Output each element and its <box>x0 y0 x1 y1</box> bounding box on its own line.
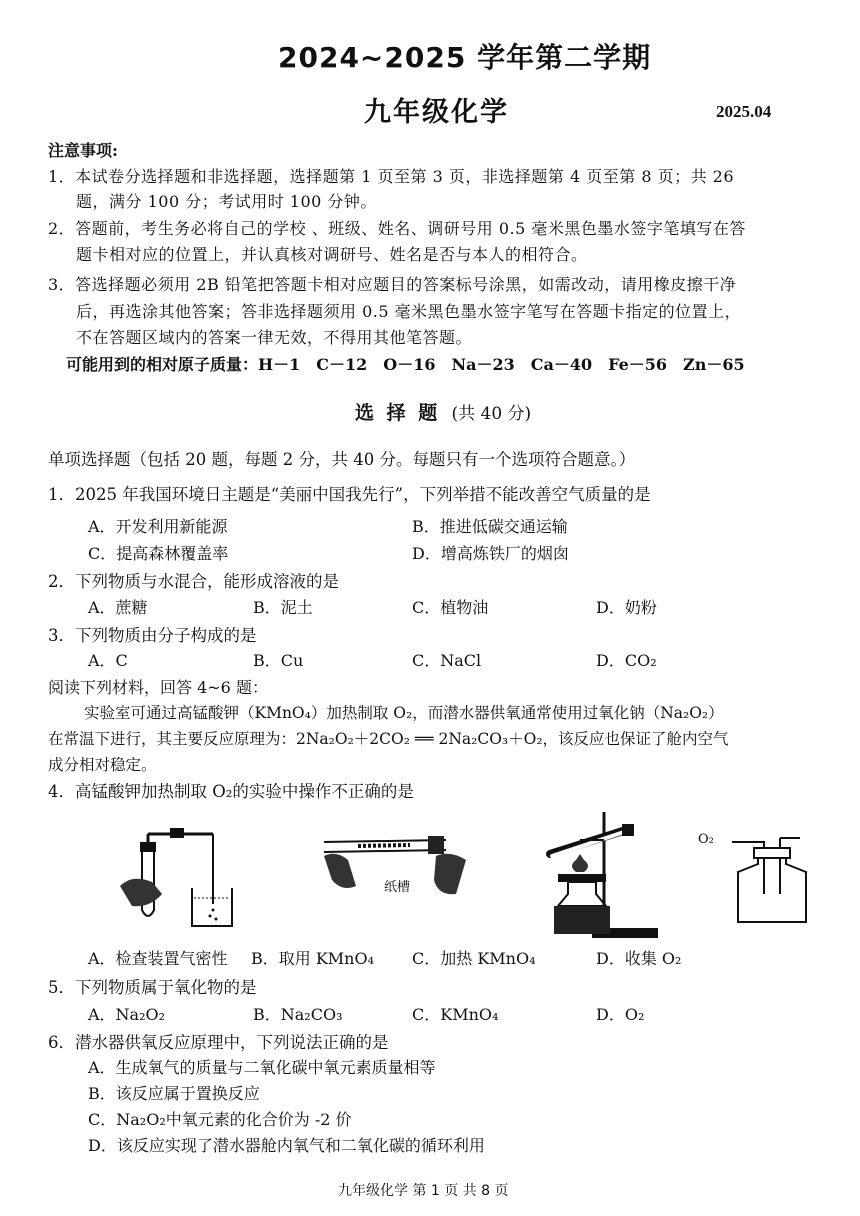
q6-stem: 6．潜水器供氧反应原理中，下列说法正确的是 <box>48 1033 389 1052</box>
q2-stem: 2．下列物质与水混合，能形成溶液的是 <box>48 572 339 591</box>
figure-gas-collection <box>728 830 818 930</box>
notice-1-line-1: 1．本试卷分选择题和非选择题，选择题第 1 页至第 3 页，非选择题第 4 页至第 8 页；共 26 <box>48 167 735 186</box>
q4-option-b: B．取用 KMnO₄ <box>251 949 375 968</box>
q1-option-c: C．提高森林覆盖率 <box>88 544 229 563</box>
q2-option-c: C．植物油 <box>412 598 489 617</box>
notice-1-line-2: 题，满分 100 分；考试用时 100 分钟。 <box>76 192 377 211</box>
q1-option-d: D．增高炼铁厂的烟囱 <box>412 544 569 563</box>
section-title: 选 择 题 <box>355 402 441 424</box>
q3-option-c: C．NaCl <box>412 651 482 670</box>
q3-option-a: A．C <box>88 651 128 670</box>
q1-option-b: B．推进低碳交通运输 <box>412 517 568 536</box>
q4-stem: 4．高锰酸钾加热制取 O₂的实验中操作不正确的是 <box>48 782 414 801</box>
q1-stem: 1．2025 年我国环境日主题是“美丽中国我先行”，下列举措不能改善空气质量的是 <box>48 485 651 504</box>
figure-heating-apparatus <box>540 810 660 945</box>
figure-airtightness-check <box>118 826 208 936</box>
q2-option-a: A．蔗糖 <box>88 598 148 617</box>
reading-intro: 阅读下列材料，回答 4~6 题： <box>48 678 268 697</box>
notice-3-line-1: 3．答选择题必须用 2B 铅笔把答题卡相对应题目的答案标号涂黑，如需改动，请用橡皮擦干净 <box>48 275 737 294</box>
q6-option-a: A．生成氧气的质量与二氧化碳中氧元素质量相等 <box>88 1058 436 1077</box>
notice-2-line-1: 2．答题前，考生务必将自己的学校 、班级、姓名、调研号用 0.5 毫米黑色墨水签字笔填写在答 <box>48 219 746 238</box>
notice-3-line-3: 不在答题区域内的答案一律无效，不得用其他笔答题。 <box>76 328 473 347</box>
o2-label: O₂ <box>698 832 714 847</box>
q4-option-c: C．加热 KMnO₄ <box>412 949 536 968</box>
reading-line-1: 实验室可通过高锰酸钾（KMnO₄）加热制取 O₂，而潜水器供氧通常使用过氧化钠（Na₂O₂） <box>84 704 724 722</box>
subject-title: 九年级化学 <box>364 97 509 128</box>
notice-heading: 注意事项: <box>48 141 118 160</box>
q5-option-b: B．Na₂CO₃ <box>253 1005 343 1024</box>
section-instruction: 单项选择题（包括 20 题，每题 2 分，共 40 分。每题只有一个选项符合题意。） <box>48 450 636 469</box>
q2-option-d: D．奶粉 <box>596 598 657 617</box>
reading-line-2: 在常温下进行，其主要反应原理为：2Na₂O₂＋2CO₂ ══ 2Na₂CO₃＋O₂，该反应也保证了舱内空气 <box>48 730 729 748</box>
q6-option-d: D．该反应实现了潜水器舱内氧气和二氧化碳的循环利用 <box>88 1136 485 1155</box>
q4-option-d: D．收集 O₂ <box>596 949 682 968</box>
q5-option-a: A．Na₂O₂ <box>88 1005 166 1024</box>
q3-stem: 3．下列物质由分子构成的是 <box>48 626 257 645</box>
atomic-mass-line: 可能用到的相对原子质量：H－1 C－12 O－16 Na－23 Ca－40 Fe－56 Zn－65 <box>66 355 745 374</box>
q6-option-b: B．该反应属于置换反应 <box>88 1084 260 1103</box>
q5-option-d: D．O₂ <box>596 1005 645 1024</box>
q6-option-c: C．Na₂O₂中氧元素的化合价为 -2 价 <box>88 1110 352 1129</box>
page-footer: 九年级化学 第 1 页 共 8 页 <box>338 1183 509 1199</box>
q5-option-c: C．KMnO₄ <box>412 1005 499 1024</box>
paper-trough-label: 纸槽 <box>384 880 411 895</box>
exam-title: 2024~2025 学年第二学期 <box>278 41 652 74</box>
q2-option-b: B．泥土 <box>253 598 313 617</box>
q1-option-a: A．开发利用新能源 <box>88 517 228 536</box>
q3-option-b: B．Cu <box>253 651 304 670</box>
q4-option-a: A．检查装置气密性 <box>88 949 228 968</box>
notice-2-line-2: 题卡相对应的位置上，并认真核对调研号、姓名是否与本人的相符合。 <box>76 245 588 264</box>
section-score: (共 40 分) <box>451 404 532 424</box>
exam-date: 2025.04 <box>716 102 772 121</box>
q5-stem: 5．下列物质属于氧化物的是 <box>48 978 257 997</box>
reading-line-3: 成分相对稳定。 <box>48 756 157 774</box>
notice-3-line-2: 后，再选涂其他答案；答非选择题须用 0.5 毫米黑色墨水签字笔写在答题卡指定的位置上， <box>76 302 742 321</box>
q3-option-d: D．CO₂ <box>596 651 657 670</box>
section-heading <box>355 398 531 425</box>
